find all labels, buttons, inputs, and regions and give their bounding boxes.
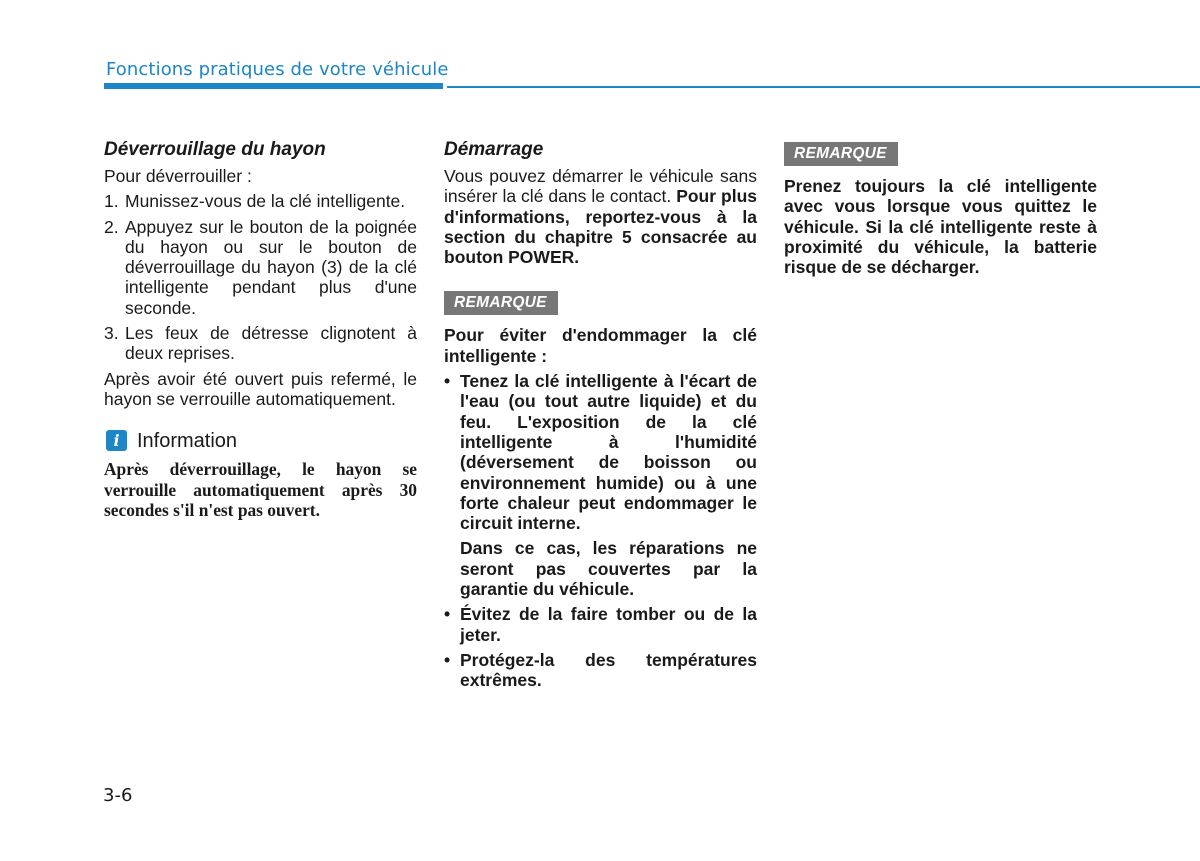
after-text: Après avoir été ouvert puis refermé, le hayon se verrouille automatiquement. (104, 368, 417, 409)
intro-text: Pour déverrouiller : (104, 166, 252, 186)
starting-text (444, 166, 757, 267)
page-header-title: Fonctions pratiques de votre véhicule (106, 59, 449, 80)
note-intro: Pour éviter d'endommager la clé intelligente : (444, 325, 757, 366)
header-rule-thick (104, 83, 443, 89)
bullet-icon: • (444, 371, 451, 392)
bullet-icon: • (444, 649, 451, 670)
section-title-starting: Démarrage (444, 139, 544, 160)
step-number: 1. (104, 191, 119, 212)
info-icon: i (106, 430, 127, 451)
info-text: Après déverrouillage, le hayon se verrouille automatiquement après 30 secondes s'il n'est pas ouvert. (104, 459, 417, 520)
starting-text-bold: Pour plus d'informations, reportez-vous à la section du chapitre 5 consacrée au bouton POWER. (444, 186, 757, 268)
step-text: Appuyez sur le bouton de la poignée du hayon ou sur le bouton de déverrouillage du hayon (3) de la clé intelligente pendant plus d'une seconde. (125, 216, 417, 318)
bullet-text: Tenez la clé intelligente à l'écart de l'eau (ou tout autre liquide) et du feu. L'exposition de la clé intelligente à l'humidité (déversement de boisson ou environnement humide) ou à une forte chaleur peut endommager le circuit interne. (460, 371, 757, 534)
note-bullets (444, 371, 757, 690)
step-text: Munissez-vous de la clé intelligente. (125, 191, 406, 212)
column-starting (444, 139, 757, 696)
list-item (104, 191, 417, 211)
bullet-extra-text: Dans ce cas, les réparations ne seront pas couvertes par la garantie du véhicule. (460, 538, 757, 600)
note-text: Prenez toujours la clé intelligente avec vous lorsque vous quittez le véhicule. Si la clé intelligente reste à proximité du véhicule, la batterie risque de se décharger. (784, 176, 1097, 278)
list-item (444, 650, 757, 691)
list-item (104, 323, 417, 364)
note-badge: REMARQUE (444, 291, 558, 315)
header-rule-thin (447, 86, 1200, 88)
steps-list (104, 191, 417, 363)
step-number: 2. (104, 216, 119, 237)
step-text: Les feux de détresse clignotent à deux reprises. (125, 323, 417, 364)
bullet-text: Évitez de la faire tomber ou de la jeter. (460, 604, 757, 645)
bullet-text: Protégez-la des températures extrêmes. (460, 649, 757, 691)
list-item (444, 371, 757, 599)
section-title-tailgate: Déverrouillage du hayon (104, 139, 326, 160)
info-title: Information (137, 429, 238, 452)
step-number: 3. (104, 323, 119, 344)
column-note (784, 142, 1097, 277)
note-badge: REMARQUE (784, 142, 898, 166)
page-number: 3-6 (103, 785, 133, 806)
info-header (104, 430, 417, 451)
starting-text-normal: Vous pouvez démarrer le véhicule sans insérer la clé dans le contact. (444, 166, 757, 207)
list-item (444, 604, 757, 645)
column-tailgate-unlock (104, 139, 417, 520)
bullet-icon: • (444, 604, 451, 625)
list-item (104, 217, 417, 318)
